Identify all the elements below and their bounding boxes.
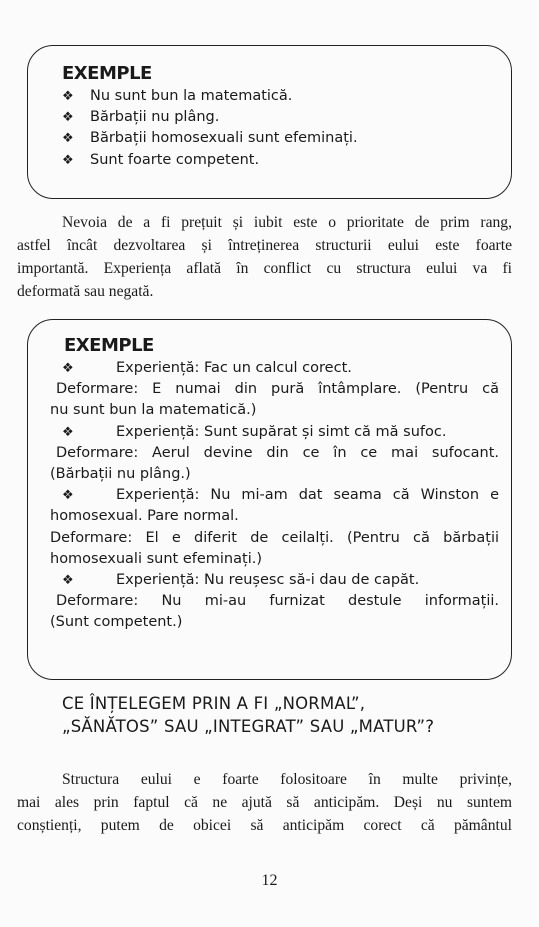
body-paragraph-2 xyxy=(17,768,512,837)
diamond-bullet-icon: ❖ xyxy=(62,89,74,104)
paragraph-line: Nevoia de a fi prețuit și iubit este o prioritate de prim rang, xyxy=(62,214,512,231)
experience-text: Experiență: Nu reușesc să-i dau de capăt. xyxy=(116,572,420,589)
list-item xyxy=(62,107,493,128)
examples-box-1 xyxy=(27,45,512,199)
deformation-line: Deformare: E numai din pură întâmplare. (Pentru că xyxy=(56,381,499,398)
list-item xyxy=(62,86,493,107)
list-item-text: Nu sunt bun la matematică. xyxy=(90,88,293,104)
experience-item xyxy=(50,485,499,506)
section-heading xyxy=(62,692,502,738)
experience-line: homosexual. Pare normal. xyxy=(50,508,239,525)
list-item-text: Sunt foarte competent. xyxy=(90,151,260,168)
experience-item xyxy=(50,358,499,379)
deformation-line: (Sunt competent.) xyxy=(50,614,183,631)
paragraph-line: importantă. Experiența aflată în conflict cu structura eului va fi xyxy=(17,260,512,277)
deformation-line: nu sunt bun la matematică.) xyxy=(50,402,257,419)
diamond-bullet-icon: ❖ xyxy=(62,152,74,168)
examples-box-1-title: EXEMPLE xyxy=(62,63,152,84)
page-number: 12 xyxy=(261,872,278,889)
examples-box-2-title: EXEMPLE xyxy=(64,335,154,356)
diamond-bullet-icon: ❖ xyxy=(62,131,74,147)
section-heading-line: CE ÎNȚELEGEM PRIN A FI „NORMAL”, xyxy=(62,694,366,713)
deformation-line: Deformare: El e diferit de ceilalți. (Pentru că bărbații xyxy=(50,529,499,546)
paragraph-line: mai ales prin faptul că ne ajută să anticipăm. Deși nu suntem xyxy=(17,794,512,811)
body-paragraph-1 xyxy=(17,211,512,303)
experience-item xyxy=(50,570,499,591)
experience-item xyxy=(50,422,499,443)
section-heading-line: „SĂNĂTOS” SAU „INTEGRAT” SAU „MATUR”? xyxy=(62,717,435,736)
examples-box-2 xyxy=(27,319,512,680)
diamond-bullet-icon: ❖ xyxy=(62,488,74,504)
experience-text: Experiență: Fac un calcul corect. xyxy=(116,360,352,376)
list-item-text: Bărbații homosexuali sunt efeminați. xyxy=(90,130,358,147)
deformation-line: Deformare: Nu mi-au furnizat destule informații. xyxy=(56,593,499,610)
diamond-bullet-icon: ❖ xyxy=(62,424,74,440)
paragraph-line: deformată sau negată. xyxy=(17,283,154,300)
deformation-line: homosexuali sunt efeminați.) xyxy=(50,550,262,567)
diamond-bullet-icon: ❖ xyxy=(62,573,74,589)
deformation-line: (Bărbații nu plâng.) xyxy=(50,466,191,483)
paragraph-line: Structura eului e foarte folositoare în multe privințe, xyxy=(62,771,512,788)
deformation-line: Deformare: Aerul devine din ce în ce mai sufocant. xyxy=(56,444,499,461)
experience-text: Experiență: Sunt supărat și simt că mă sufoc. xyxy=(116,423,447,440)
list-item-text: Bărbații nu plâng. xyxy=(90,109,220,126)
list-item xyxy=(62,128,493,149)
diamond-bullet-icon: ❖ xyxy=(62,110,74,126)
experience-text: Experiență: Nu mi-am dat seama că Winston e xyxy=(116,487,499,504)
paragraph-line: astfel încât dezvoltarea și întreținerea structurii eului este foarte xyxy=(17,237,512,254)
diamond-bullet-icon: ❖ xyxy=(62,361,74,376)
list-item xyxy=(62,150,493,171)
paragraph-line: conștienți, putem de obicei să anticipăm corect că pământul xyxy=(17,817,512,834)
